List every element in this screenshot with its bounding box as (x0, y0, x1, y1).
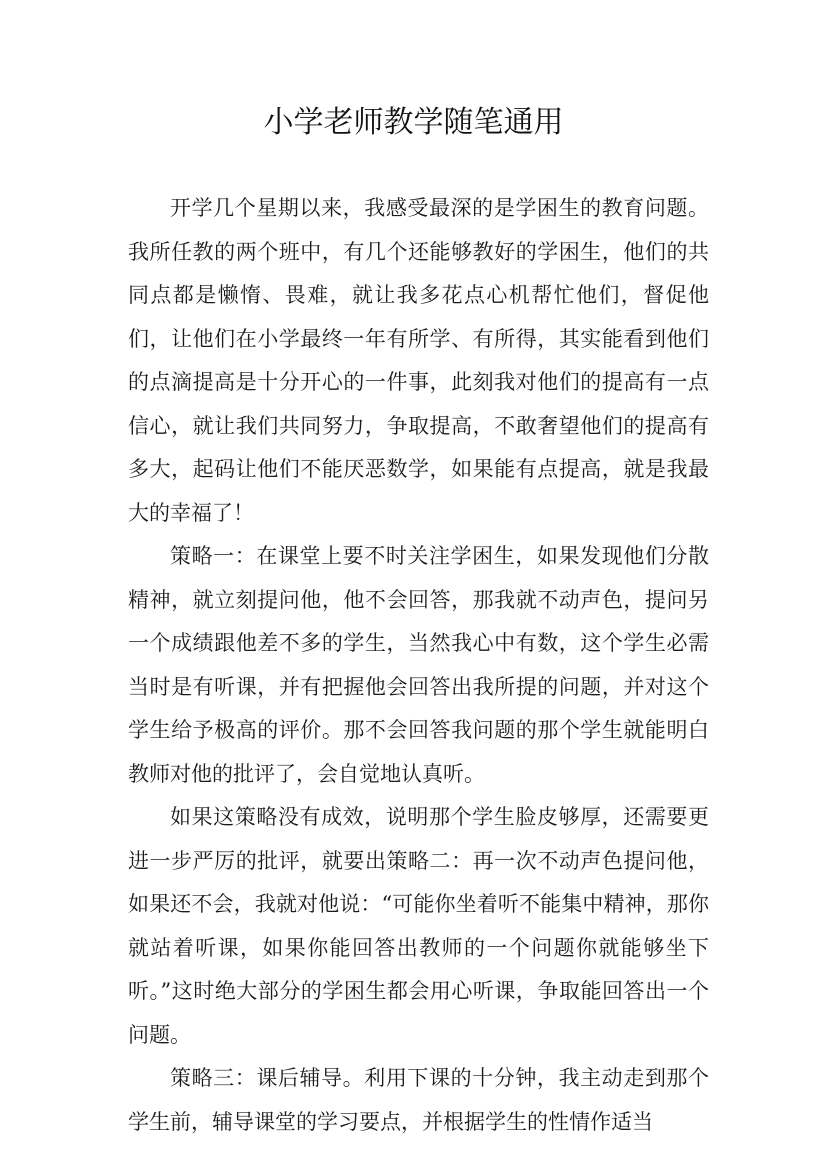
paragraph-intro: 开学几个星期以来，我感受最深的是学困生的教育问题。我所任教的两个班中，有几个还能够教好的学困生，他们的共同点都是懒惰、畏难，就让我多花点心机帮忙他们，督促他们，让他们在小学最终一年有所学、有所得，其实能看到他们的点滴提高是十分开心的一件事，此刻我对他们的提高有一点信心，就让我们共同努力，争取提高，不敢奢望他们的提高有多大，起码让他们不能厌恶数学，如果能有点提高，就是我最大的幸福了！ (128, 196, 709, 525)
document-title: 小学老师教学随笔通用 (263, 105, 564, 140)
paragraph-strategy-one: 策略一：在课堂上要不时关注学困生，如果发现他们分散精神，就立刻提问他，他不会回答，那我就不动声色，提问另一个成绩跟他差不多的学生，当然我心中有数，这个学生必需当时是有听课，并有把握他会回答出我所提的问题，并对这个学生给予极高的评价。那不会回答我问题的那个学生就能明白教师对他的批评了，会自觉地认真听。 (128, 544, 709, 786)
paragraph-strategy-three: 策略三：课后辅导。利用下课的十分钟，我主动走到那个学生前，辅导课堂的学习要点，并根据学生的性情作适当 (128, 1066, 709, 1134)
paragraph-strategy-two: 如果这策略没有成效，说明那个学生脸皮够厚，还需要更进一步严厉的批评，就要出策略二：再一次不动声色提问他，如果还不会，我就对他说：“可能你坐着听不能集中精神，那你就站着听课，如果你能回答出教师的一个问题你就能够坐下听。”这时绝大部分的学困生都会用心听课，争取能回答出一个问题。 (128, 805, 709, 1047)
document-body (128, 187, 709, 1144)
